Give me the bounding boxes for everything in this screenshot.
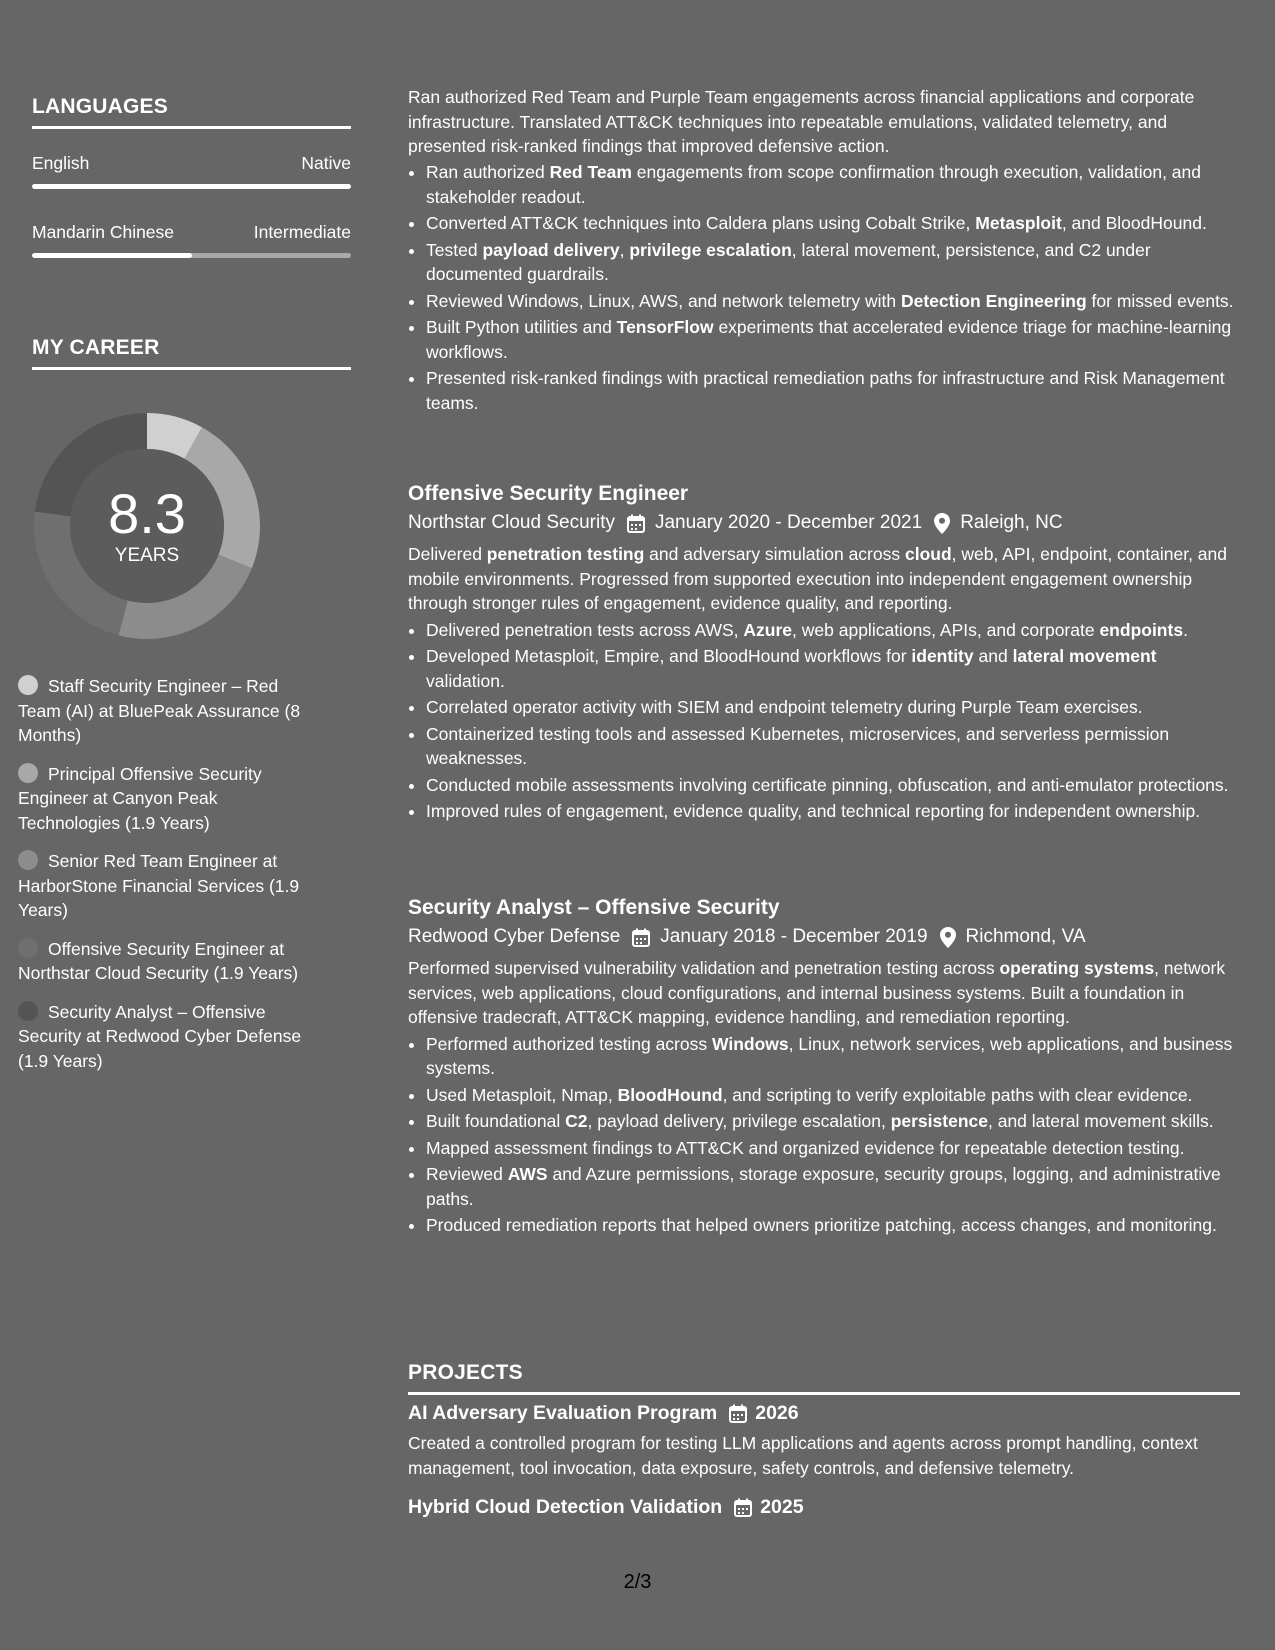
text-run: , Linux, network services, web applications, and business systems. [426,1033,1233,1078]
bullet-item [426,722,1240,771]
career-role-label: Offensive Security Engineer at Northstar Cloud Security (1.9 Years) [18,938,299,983]
bullet-item [426,1032,1240,1081]
text-run: , and BloodHound. [1061,213,1207,233]
text-run: Reviewed Windows, Linux, AWS, and network telemetry with [426,290,901,311]
text-run: Containerized testing tools and assessed Kubernetes, microservices, and serverless permission weaknesses. [426,723,1170,768]
legend-swatch [18,1001,38,1021]
career-heading: MY CAREER [32,336,351,370]
text-run: , and scripting to verify exploitable paths with clear evidence. [722,1084,1193,1105]
calendar-icon [627,514,645,533]
calendar-icon [729,1404,747,1423]
bold-keyword: payload delivery [482,239,620,260]
bold-keyword: Red Team [549,162,632,182]
map-pin-icon [940,927,956,948]
job-entry [408,482,1240,826]
bold-keyword: cloud [904,544,952,564]
job-dates: January 2018 - December 2019 [660,926,928,947]
text-run: Converted ATT&CK techniques into Caldera plans using Cobalt Strike, [426,213,976,233]
project-item [408,1402,1240,1480]
text-run: and adversary simulation across [644,544,905,564]
bullet-item [426,644,1240,693]
intro-summary: Ran authorized Red Team and Purple Team engagements across financial applications and corporate infrastructure. Translated ATT&CK techniques into repeatable emulations, validated telemetry, and presented risk-ranked findings that improved defensive action. [408,87,1195,156]
job-bullet-list [408,1032,1240,1238]
legend-swatch [18,938,38,958]
project-item [408,1496,1240,1519]
page-number: 2/3 [623,1571,652,1593]
bold-keyword: BloodHound [617,1084,723,1105]
bullet-item [426,1213,1240,1238]
text-run: Performed supervised vulnerability validation and penetration testing across [408,958,1000,978]
bullet-item [426,1109,1240,1134]
text-run: and [973,646,1013,666]
job-dates: January 2020 - December 2021 [654,512,923,533]
text-run: Performed authorized testing across [426,1033,712,1054]
text-run: Tested [426,239,483,260]
text-run: , web, API, endpoint, container, and mobile environments. Progressed from supported execution into independent engagement ownership through stronger rules of engagement, evidence quality, and reporting. [408,544,1227,613]
career-legend-item [18,1000,303,1074]
text-run: , lateral movement, persistence, and C2 under documented guardrails. [426,239,1151,284]
language-item [32,153,351,189]
bullet-item [426,1083,1240,1108]
job-title: Security Analyst – Offensive Security [408,896,780,919]
bold-keyword: privilege escalation [629,239,792,260]
map-pin-icon [934,513,950,534]
project-title: AI Adversary Evaluation Program [408,1402,718,1424]
job-meta [408,512,1240,534]
job-summary [408,956,1240,1030]
text-run: Produced remediation reports that helped owners prioritize patching, access changes, and monitoring. [426,1215,1217,1235]
text-run: Delivered [408,544,487,564]
language-item [32,222,351,258]
text-run: , network services, web applications, cloud configurations, and internal business systems. Built a foundation in offensive tradecraft, ATT&CK mapping, evidence handling, and remediation reporting. [408,958,1226,1027]
bullet-item [426,211,1240,236]
bold-keyword: persistence [890,1111,988,1131]
legend-swatch [18,850,38,870]
bullet-item [426,289,1240,314]
project-year: 2026 [755,1402,799,1424]
text-run: Conducted mobile assessments involving certificate pinning, obfuscation, and anti-emulator protections. [426,774,1229,795]
bold-keyword: operating systems [999,958,1155,978]
career-total-value: 8.3 [108,482,186,545]
bold-keyword: identity [911,646,974,666]
text-run: , web applications, APIs, and corporate [792,619,1100,640]
text-run: engagements from scope confirmation through execution, validation, and stakeholder readout. [426,162,1201,207]
text-run: , [619,239,630,260]
text-run: experiments that accelerated evidence triage for machine-learning workflows. [426,317,1232,362]
job-entry [408,896,1240,1240]
bold-keyword: Metasploit [975,213,1062,233]
bullet-item [426,366,1240,415]
legend-swatch [18,763,38,783]
bold-keyword: endpoints [1099,619,1184,640]
career-legend-item [18,674,303,748]
text-run: Delivered penetration tests across AWS, [426,619,744,640]
job-company: Northstar Cloud Security [408,512,615,533]
text-run: Used Metasploit, Nmap, [426,1084,618,1105]
text-run: and Azure permissions, storage exposure, security groups, logging, and administrative paths. [426,1164,1221,1209]
text-run: Developed Metasploit, Empire, and BloodHound workflows for [426,646,912,666]
language-name: Mandarin Chinese [32,222,175,242]
career-total-unit: YEARS [114,545,180,566]
bold-keyword: Windows [711,1033,789,1054]
language-proficiency-fill [32,253,192,258]
bullet-item [426,160,1240,209]
intro-bullet-list [408,160,1240,417]
language-name: English [32,153,90,173]
project-title: Hybrid Cloud Detection Validation [408,1496,723,1518]
project-description: Created a controlled program for testing LLM applications and agents across prompt handling, context management, tool invocation, data exposure, safety controls, and defensive telemetry. [408,1433,1198,1478]
language-level: Native [301,153,351,173]
bold-keyword: TensorFlow [616,317,714,337]
text-run: , payload delivery, privilege escalation, [587,1111,891,1131]
career-legend-item [18,762,303,836]
career-legend-item [18,849,303,923]
bold-keyword: C2 [565,1111,588,1131]
job-summary [408,542,1240,616]
job-title: Offensive Security Engineer [408,482,689,505]
bullet-item [426,238,1240,287]
legend-swatch [18,675,38,695]
career-role-label: Security Analyst – Offensive Security at Redwood Cyber Defense (1.9 Years) [18,1001,302,1071]
career-total [32,411,262,641]
bullet-item [426,618,1240,643]
text-run: Presented risk-ranked findings with practical remediation paths for infrastructure and Risk Management teams. [426,368,1225,413]
career-role-label: Principal Offensive Security Engineer at Canyon Peak Technologies (1.9 Years) [18,763,262,833]
job-location: Raleigh, NC [960,512,1063,533]
text-run: Reviewed [426,1164,508,1184]
job-meta [408,926,1240,948]
calendar-icon [632,928,650,947]
language-proficiency-bar [32,253,351,258]
career-role-label: Staff Security Engineer – Red Team (AI) at BluePeak Assurance (8 Months) [18,676,301,745]
bullet-item [426,315,1240,364]
text-run: Mapped assessment findings to ATT&CK and organized evidence for repeatable detection testing. [426,1137,1185,1158]
text-run: validation. [426,670,505,691]
bold-keyword: penetration testing [486,544,645,564]
bold-keyword: lateral movement [1012,646,1157,666]
bold-keyword: Azure [743,619,793,640]
career-legend-item [18,937,303,986]
bold-keyword: AWS [507,1164,548,1184]
language-level: Intermediate [253,222,351,242]
bold-keyword: Detection Engineering [900,290,1087,311]
bullet-item [426,1136,1240,1161]
text-run: Improved rules of engagement, evidence quality, and technical reporting for independent ownership. [426,801,1201,821]
bullet-item [426,773,1240,798]
job-location: Richmond, VA [965,926,1086,947]
text-run: Correlated operator activity with SIEM and endpoint telemetry during Purple Team exercises. [426,697,1143,717]
languages-heading: LANGUAGES [32,95,351,129]
career-legend [18,674,303,1087]
project-year: 2025 [760,1496,804,1518]
language-proficiency-fill [32,184,351,189]
text-run: . [1183,619,1188,640]
text-run: , and lateral movement skills. [987,1111,1214,1131]
text-run: for missed events. [1086,290,1234,311]
projects-heading: PROJECTS [408,1361,1240,1395]
bullet-item [426,695,1240,720]
job-bullet-list [408,618,1240,824]
language-proficiency-bar [32,184,351,189]
text-run: Built foundational [426,1111,566,1131]
career-role-label: Senior Red Team Engineer at HarborStone Financial Services (1.9 Years) [18,851,300,920]
text-run: Built Python utilities and [426,317,617,337]
job-company: Redwood Cyber Defense [408,926,621,947]
bullet-item [426,1162,1240,1211]
bullet-item [426,799,1240,824]
text-run: Ran authorized [426,162,550,182]
calendar-icon [734,1498,752,1517]
